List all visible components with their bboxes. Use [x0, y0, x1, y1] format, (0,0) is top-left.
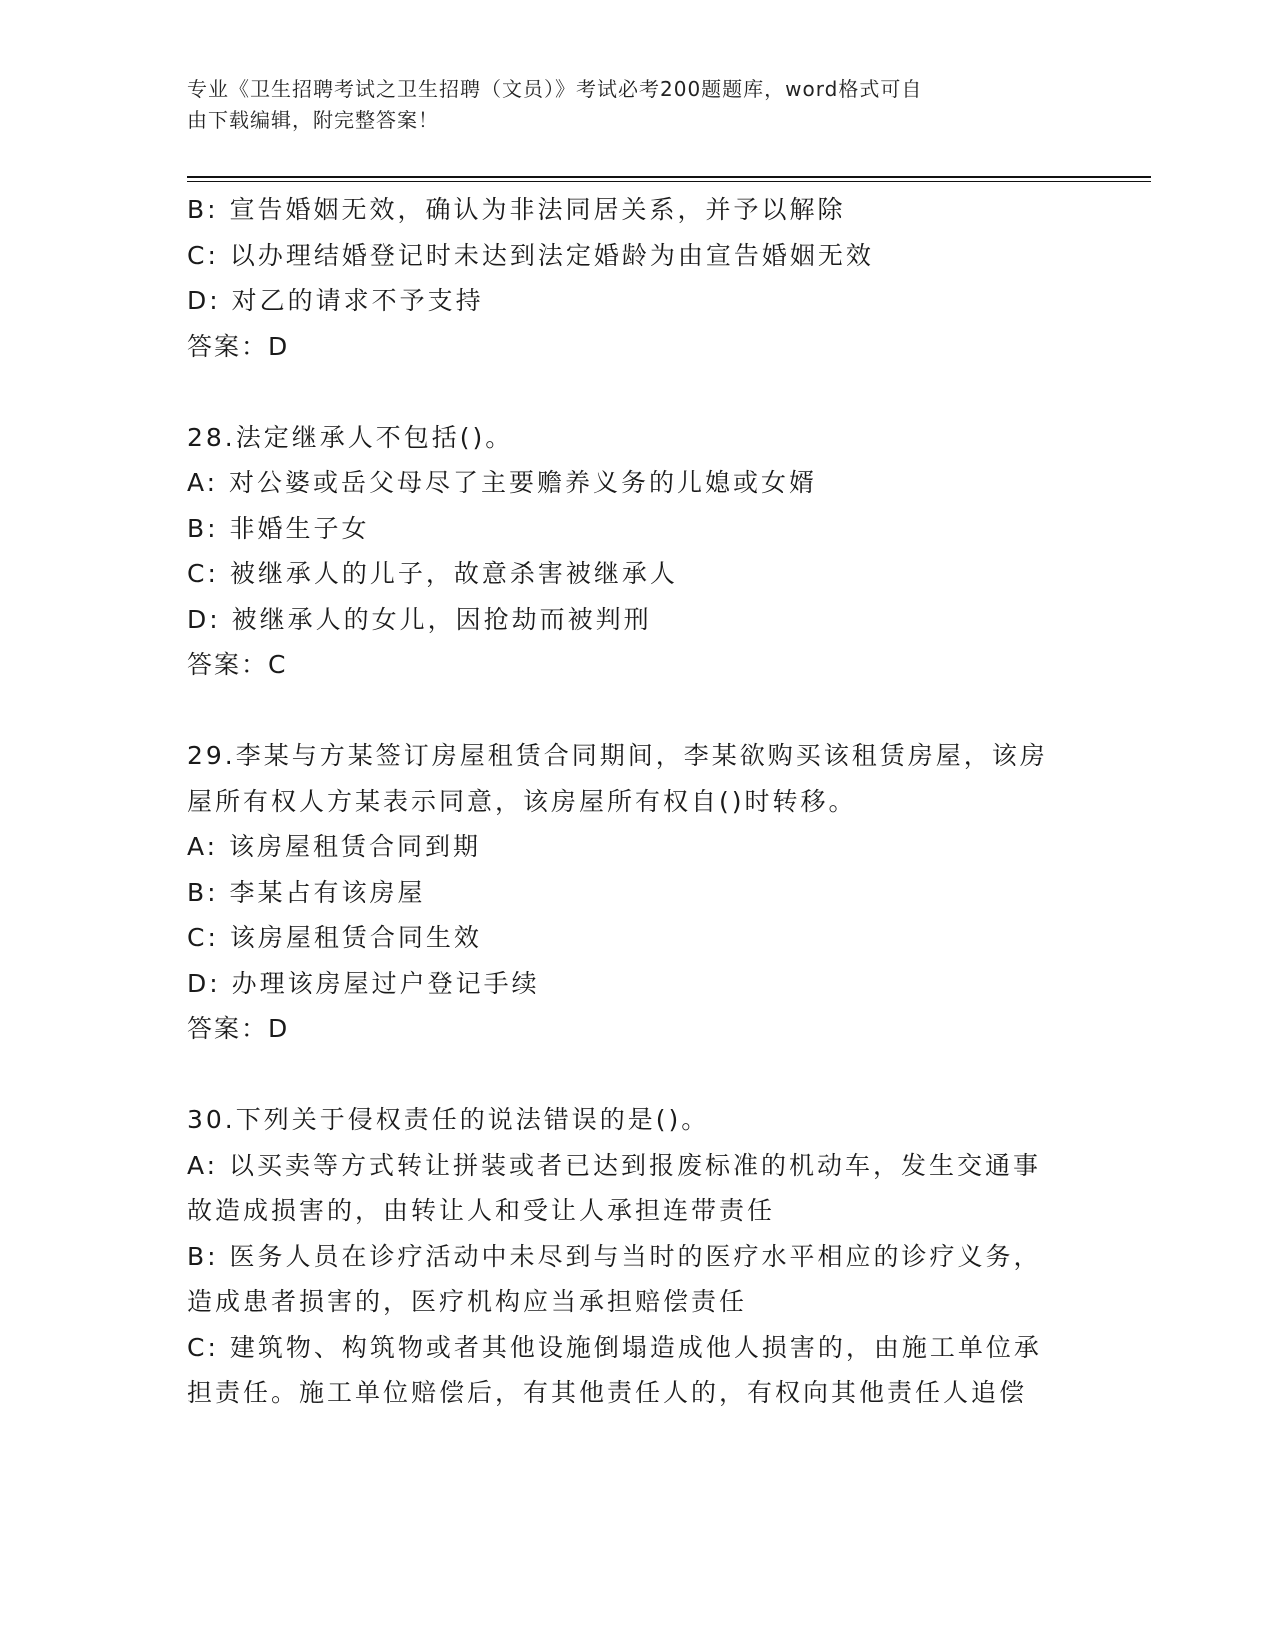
question-stem-line-1: 29.李某与方某签订房屋租赁合同期间，李某欲购买该租赁房屋，该房: [187, 741, 1048, 770]
option-b: B: 非婚生子女: [187, 513, 370, 543]
question-stem: 30.下列关于侵权责任的说法错误的是()。: [187, 1105, 710, 1134]
option-b: B: 宣告婚姻无效，确认为非法同居关系，并予以解除: [187, 195, 846, 224]
spacer: [187, 688, 1087, 734]
option-b-line-1: B: 医务人员在诊疗活动中未尽到与当时的医疗水平相应的诊疗义务，: [187, 1241, 1042, 1271]
option-a-line-1: A: 以买卖等方式转让拼装或者已达到报废标准的机动车，发生交通事: [187, 1150, 1042, 1180]
question-27-continued: [187, 187, 1087, 369]
question-30: [187, 1097, 1087, 1416]
question-stem: 28.法定继承人不包括()。: [187, 422, 514, 452]
option-c-line-2: 担责任。施工单位赔偿后，有其他责任人的，有权向其他责任人追偿: [187, 1378, 1028, 1407]
option-c: C: 以办理结婚登记时未达到法定婚龄为由宣告婚姻无效: [187, 240, 874, 270]
option-c-line-1: C: 建筑物、构筑物或者其他设施倒塌造成他人损害的，由施工单位承: [187, 1332, 1042, 1362]
option-b: B: 李某占有该房屋: [187, 877, 426, 907]
header-divider-thick: [187, 176, 1151, 178]
answer: 答案：C: [187, 650, 288, 679]
option-a: A: 对公婆或岳父母尽了主要赡养义务的儿媳或女婿: [187, 468, 818, 497]
header-line-1: 专业《卫生招聘考试之卫生招聘（文员）》考试必考200题题库，word格式可自: [187, 77, 923, 101]
spacer: [187, 1052, 1087, 1098]
option-d: D: 办理该房屋过户登记手续: [187, 968, 540, 998]
option-a-line-2: 故造成损害的，由转让人和受让人承担连带责任: [187, 1196, 776, 1225]
question-29: [187, 733, 1087, 1052]
option-c: C: 被继承人的儿子，故意杀害被继承人: [187, 559, 678, 588]
question-28: [187, 415, 1087, 688]
option-d: D: 被继承人的女儿，因抢劫而被判刑: [187, 604, 652, 634]
spacer: [187, 369, 1087, 415]
option-d: D: 对乙的请求不予支持: [187, 286, 484, 315]
header-divider-thin: [187, 181, 1151, 182]
answer: 答案：D: [187, 1014, 290, 1043]
question-stem-line-2: 屋所有权人方某表示同意，该房屋所有权自()时转移。: [187, 786, 857, 816]
document-header: [187, 74, 1067, 136]
option-b-line-2: 造成患者损害的，医疗机构应当承担赔偿责任: [187, 1287, 748, 1316]
header-line-2: 由下载编辑，附完整答案！: [187, 108, 439, 132]
option-a: A: 该房屋租赁合同到期: [187, 832, 482, 861]
answer: 答案：D: [187, 331, 290, 361]
question-list: [187, 187, 1087, 1416]
option-c: C: 该房屋租赁合同生效: [187, 923, 482, 952]
